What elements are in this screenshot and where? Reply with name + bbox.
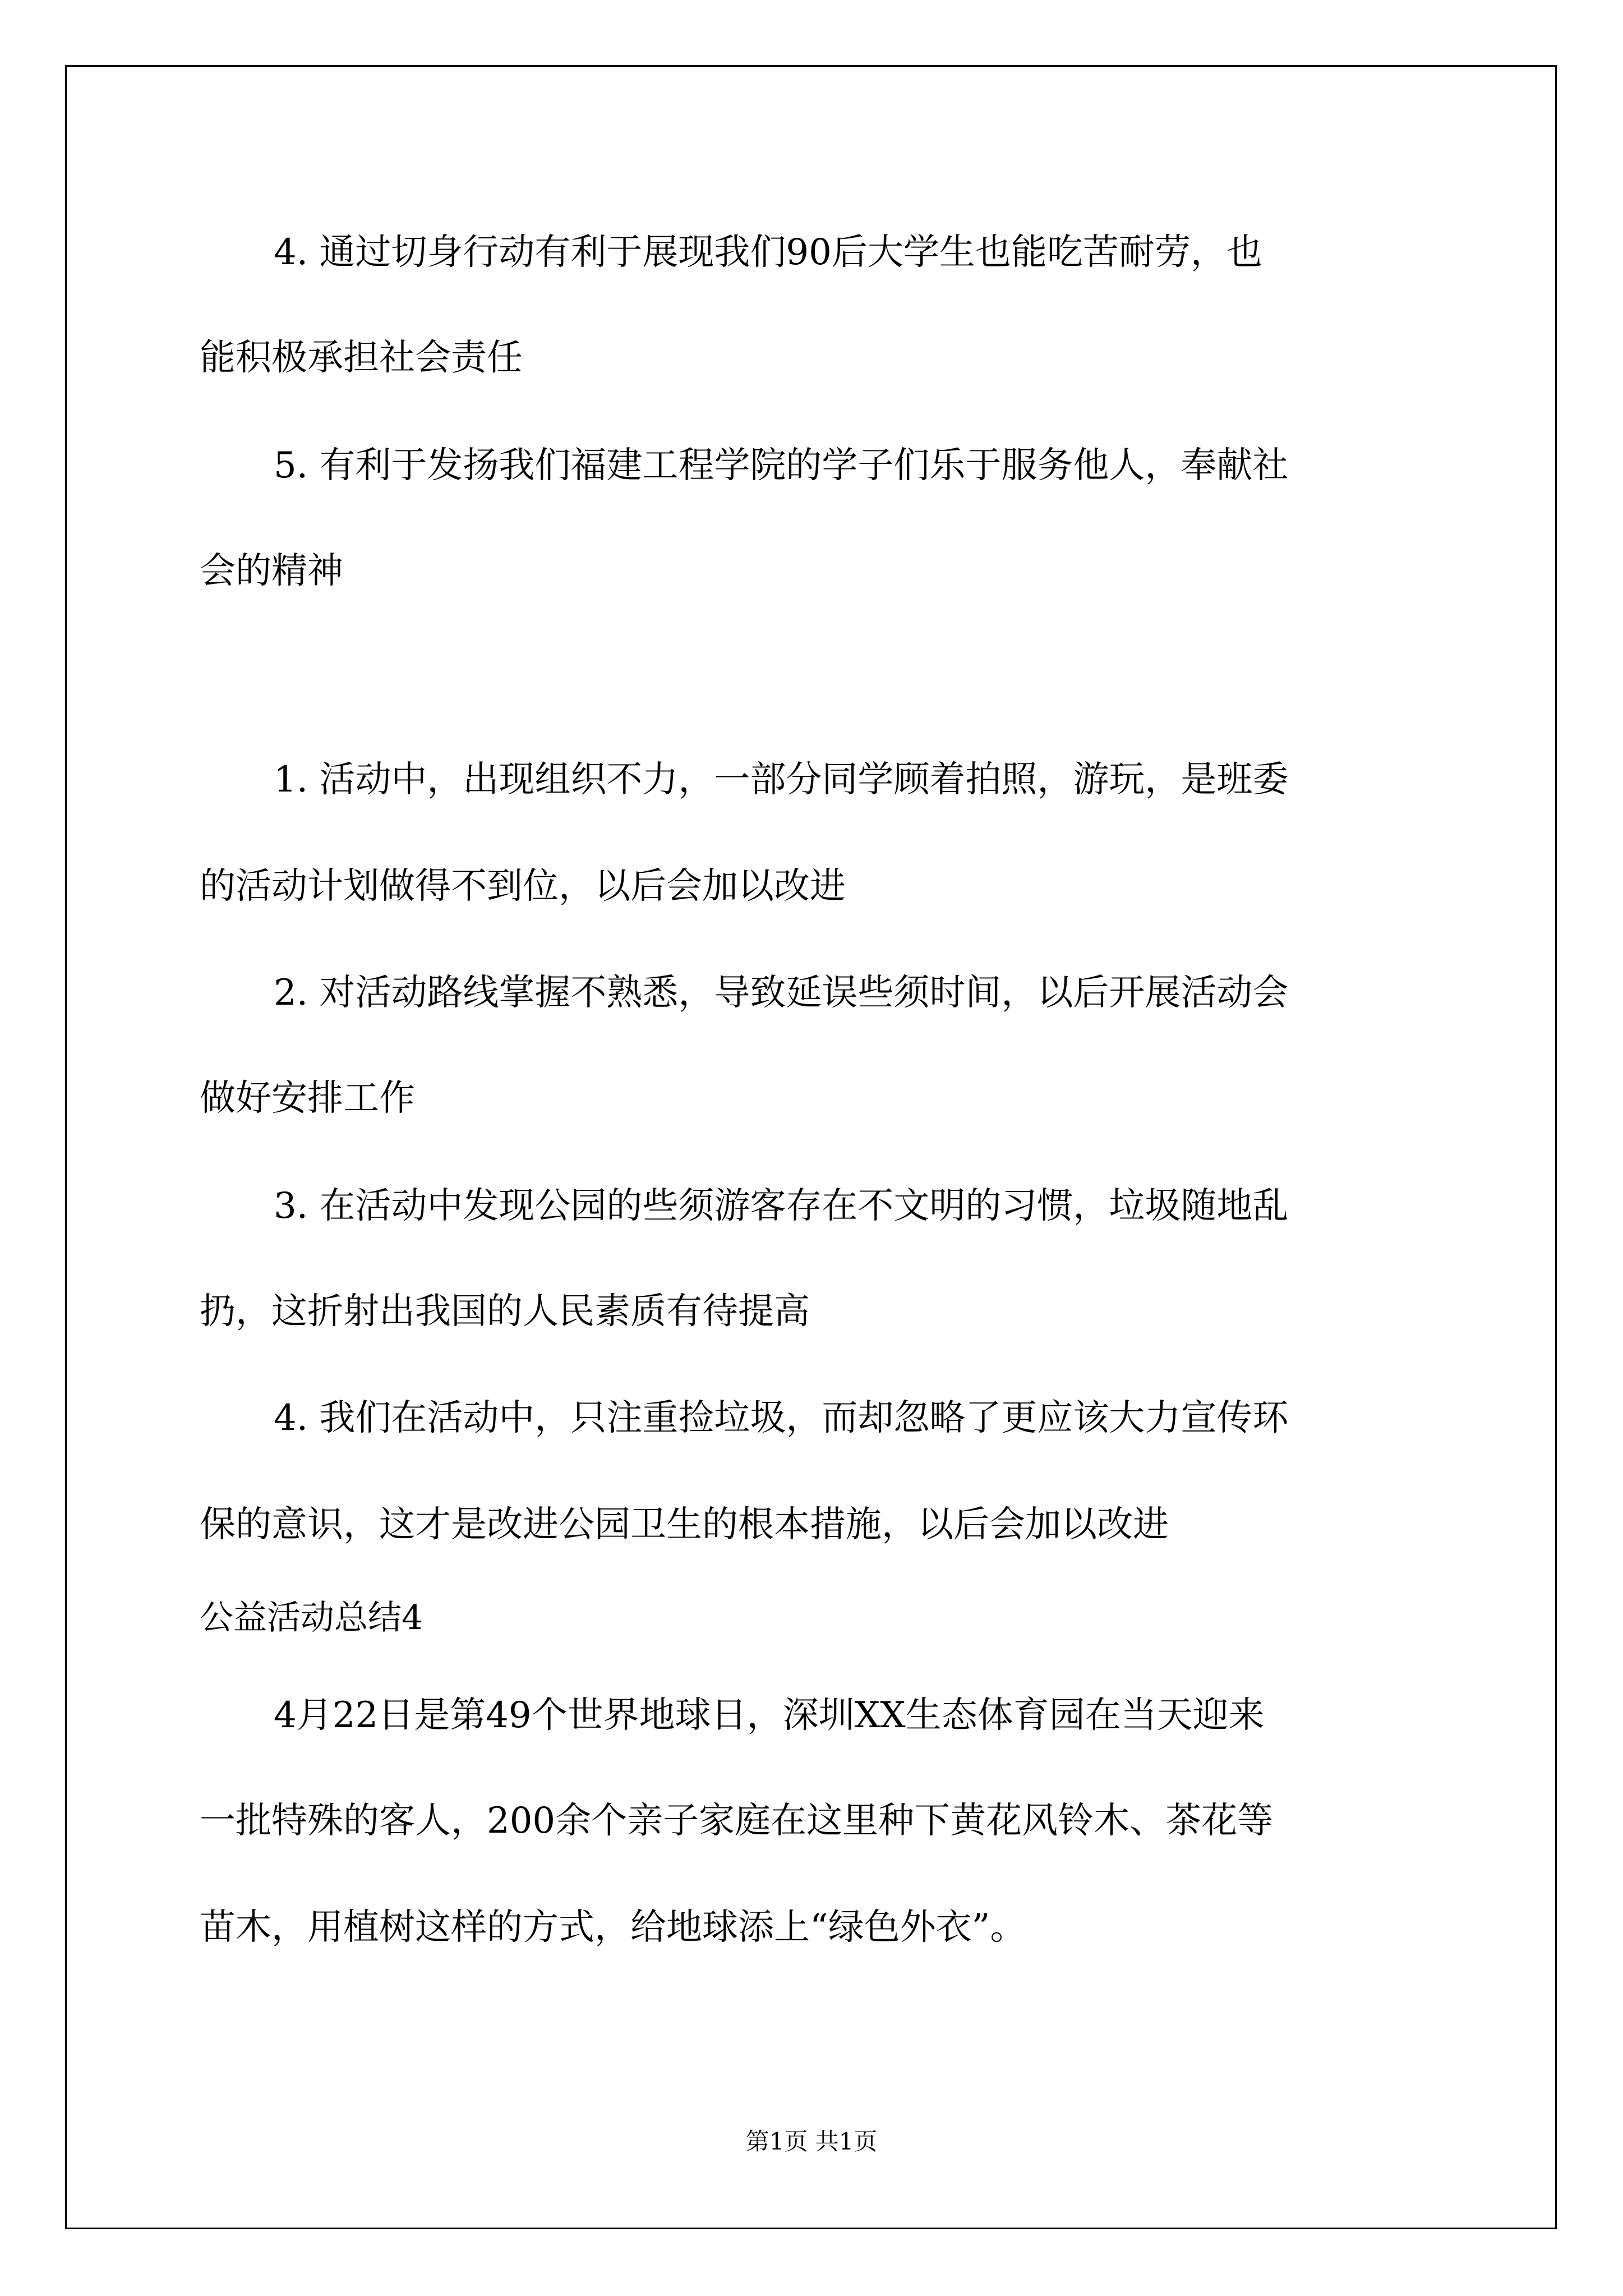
paragraph-line: 扔，这折射出我国的人民素质有待提高 xyxy=(200,1291,810,1332)
paragraph-line: 一批特殊的客人，200余个亲子家庭在这里种下黄花风铃木、茶花等 xyxy=(200,1800,1274,1842)
paragraph-line: 3. 在活动中发现公园的些须游客存在不文明的习惯，垃圾随地乱 xyxy=(274,1185,1289,1227)
paragraph-line: 5. 有利于发扬我们福建工程学院的学子们乐于服务他人，奉献社 xyxy=(274,445,1289,486)
paragraph-line: 保的意识，这才是改进公园卫生的根本措施，以后会加以改进 xyxy=(200,1504,1169,1545)
page-footer: 第1页 共1页 xyxy=(745,2128,878,2155)
paragraph-line: 2. 对活动路线掌握不熟悉，导致延误些须时间，以后开展活动会 xyxy=(274,972,1289,1014)
paragraph-line: 4. 我们在活动中，只注重捡垃圾，而却忽略了更应该大力宣传环 xyxy=(274,1397,1289,1439)
paragraph-line: 4月22日是第49个世界地球日，深圳XX生态体育园在当天迎来 xyxy=(274,1695,1265,1736)
paragraph-line: 的活动计划做得不到位，以后会加以改进 xyxy=(200,866,846,907)
paragraph-line: 苗木，用植树这样的方式，给地球添上“绿色外衣”。 xyxy=(200,1907,1026,1948)
paragraph-line: 4. 通过切身行动有利于展现我们90后大学生也能吃苦耐劳，也 xyxy=(274,232,1262,273)
section-heading: 公益活动总结4 xyxy=(200,1598,423,1637)
paragraph-line: 能积极承担社会责任 xyxy=(200,337,523,379)
paragraph-line: 做好安排工作 xyxy=(200,1078,415,1119)
paragraph-line: 1. 活动中，出现组织不力，一部分同学顾着拍照，游玩，是班委 xyxy=(274,759,1289,800)
paragraph-line: 会的精神 xyxy=(200,550,343,592)
